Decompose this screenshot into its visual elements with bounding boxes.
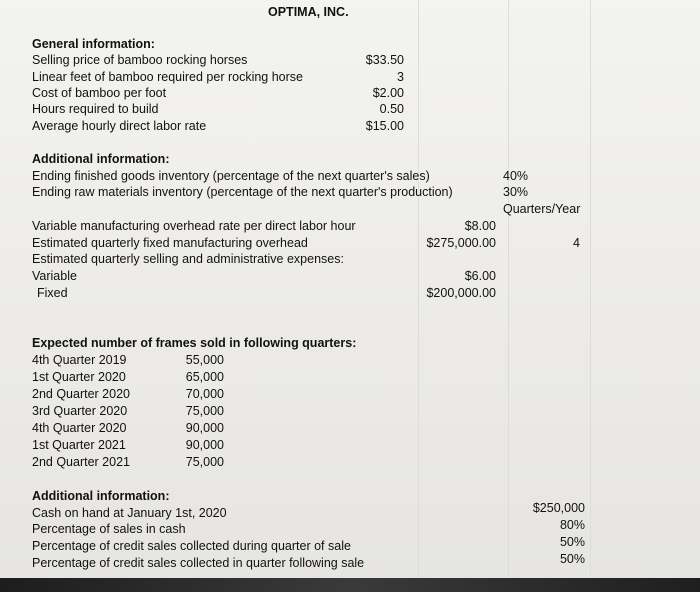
additional-value: 30% bbox=[503, 185, 529, 199]
general-value: 3 bbox=[397, 70, 404, 84]
overhead-label: Estimated quarterly fixed manufacturing overhead bbox=[32, 236, 308, 250]
quarter-label: 4th Quarter 2020 bbox=[32, 421, 127, 435]
additional-value: 50% bbox=[559, 535, 585, 549]
additional-heading: Additional information: bbox=[32, 152, 170, 166]
general-value: $33.50 bbox=[365, 53, 404, 67]
page-title: OPTIMA, INC. bbox=[268, 5, 349, 19]
general-value: 0.50 bbox=[379, 102, 404, 116]
additional-heading: Additional information: bbox=[32, 489, 170, 503]
additional-label: Percentage of sales in cash bbox=[32, 522, 186, 536]
quarter-units: 75,000 bbox=[185, 404, 224, 418]
overhead-value: $200,000.00 bbox=[426, 286, 496, 300]
quarters-count: 4 bbox=[573, 236, 580, 250]
additional-label: Cash on hand at January 1st, 2020 bbox=[32, 506, 227, 520]
additional-label: Percentage of credit sales collected in quarter following sale bbox=[32, 556, 365, 570]
quarter-units: 90,000 bbox=[185, 438, 224, 452]
additional-value: $250,000 bbox=[532, 501, 585, 515]
overhead-value: $6.00 bbox=[464, 269, 496, 283]
additional-value: 80% bbox=[559, 518, 585, 532]
quarter-label: 3rd Quarter 2020 bbox=[32, 404, 128, 418]
overhead-label: Variable manufacturing overhead rate per direct labor hour bbox=[32, 219, 356, 233]
overhead-value: $8.00 bbox=[464, 219, 496, 233]
overhead-label: Variable bbox=[32, 269, 77, 283]
expected-heading: Expected number of frames sold in following quarters: bbox=[32, 336, 357, 350]
quarter-units: 55,000 bbox=[185, 353, 224, 367]
quarters-label: Quarters/Year bbox=[503, 202, 581, 216]
general-label: Cost of bamboo per foot bbox=[32, 86, 167, 100]
quarter-label: 2nd Quarter 2020 bbox=[32, 387, 130, 401]
quarter-units: 90,000 bbox=[185, 421, 224, 435]
additional-label: Ending raw materials inventory (percentage of the next quarter's production) bbox=[32, 185, 453, 199]
overhead-value: $275,000.00 bbox=[426, 236, 496, 250]
general-label: Selling price of bamboo rocking horses bbox=[32, 53, 248, 67]
quarter-units: 65,000 bbox=[185, 370, 224, 384]
additional-value: 50% bbox=[559, 552, 585, 566]
overhead-label: Fixed bbox=[37, 286, 68, 300]
additional-value: 40% bbox=[503, 169, 529, 183]
general-label: Average hourly direct labor rate bbox=[32, 119, 207, 133]
general-value: $15.00 bbox=[365, 119, 404, 133]
quarter-label: 1st Quarter 2021 bbox=[32, 438, 126, 452]
quarter-units: 70,000 bbox=[185, 387, 224, 401]
overhead-label: Estimated quarterly selling and administrative expenses: bbox=[32, 252, 344, 266]
additional-label: Percentage of credit sales collected during quarter of sale bbox=[32, 539, 351, 553]
quarter-label: 4th Quarter 2019 bbox=[32, 353, 127, 367]
quarter-label: 2nd Quarter 2021 bbox=[32, 455, 130, 469]
photo-edge bbox=[0, 578, 700, 592]
column-divider bbox=[590, 0, 591, 578]
column-divider bbox=[508, 0, 509, 578]
general-heading: General information: bbox=[32, 37, 155, 51]
general-label: Hours required to build bbox=[32, 102, 159, 116]
general-value: $2.00 bbox=[372, 86, 404, 100]
general-label: Linear feet of bamboo required per rocking horse bbox=[32, 70, 303, 84]
quarter-label: 1st Quarter 2020 bbox=[32, 370, 126, 384]
additional-label: Ending finished goods inventory (percentage of the next quarter's sales) bbox=[32, 169, 430, 183]
quarter-units: 75,000 bbox=[185, 455, 224, 469]
